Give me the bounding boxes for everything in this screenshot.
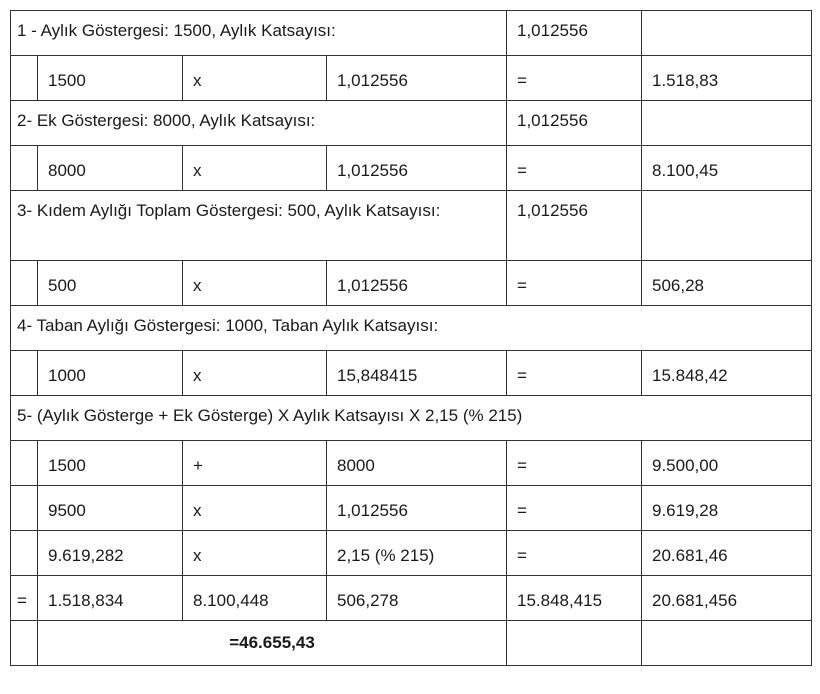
operand-a: 1500	[38, 56, 183, 101]
operator: x	[183, 56, 327, 101]
result-value: 8.100,45	[642, 146, 812, 191]
result-value: 20.681,46	[642, 531, 812, 576]
table-row	[11, 261, 812, 306]
indent-cell	[11, 621, 38, 666]
operand-a: 9500	[38, 486, 183, 531]
section-4-header-row	[11, 306, 812, 351]
result-value: 1.518,83	[642, 56, 812, 101]
result-value: 9.619,28	[642, 486, 812, 531]
operator: x	[183, 261, 327, 306]
table-row	[11, 486, 812, 531]
operand-a: 8000	[38, 146, 183, 191]
grand-total-empty-cell	[642, 621, 812, 666]
sum-value-1: 1.518,834	[38, 576, 183, 621]
result-value: 15.848,42	[642, 351, 812, 396]
indent-cell	[11, 56, 38, 101]
result-value: 9.500,00	[642, 441, 812, 486]
operator: +	[183, 441, 327, 486]
operator: x	[183, 531, 327, 576]
section-2-empty-cell	[642, 101, 812, 146]
section-5-header-row	[11, 396, 812, 441]
section-1-title: 1 - Aylık Göstergesi: 1500, Aylık Katsayısı:	[11, 11, 507, 56]
operand-b: 15,848415	[327, 351, 507, 396]
section-2-title: 2- Ek Göstergesi: 8000, Aylık Katsayısı:	[11, 101, 507, 146]
indent-cell	[11, 351, 38, 396]
sum-equals-sign: =	[11, 576, 38, 621]
equals-sign: =	[507, 486, 642, 531]
operand-a: 500	[38, 261, 183, 306]
operator: x	[183, 486, 327, 531]
section-1-header-row	[11, 11, 812, 56]
equals-sign: =	[507, 531, 642, 576]
sum-value-4: 15.848,415	[507, 576, 642, 621]
operand-b: 1,012556	[327, 486, 507, 531]
section-5-title: 5- (Aylık Gösterge + Ek Gösterge) X Aylık Katsayısı X 2,15 (% 215)	[11, 396, 812, 441]
sum-value-5: 20.681,456	[642, 576, 812, 621]
equals-sign: =	[507, 146, 642, 191]
equals-sign: =	[507, 441, 642, 486]
sum-value-2: 8.100,448	[183, 576, 327, 621]
section-2-coefficient: 1,012556	[507, 101, 642, 146]
operand-a: 9.619,282	[38, 531, 183, 576]
table-row	[11, 56, 812, 101]
operator: x	[183, 351, 327, 396]
sum-value-3: 506,278	[327, 576, 507, 621]
section-3-title-text: 3- Kıdem Aylığı Toplam Göstergesi: 500, Aylık Katsayısı:	[17, 201, 441, 220]
section-2-header-row	[11, 101, 812, 146]
result-value: 506,28	[642, 261, 812, 306]
operand-b: 2,15 (% 215)	[327, 531, 507, 576]
section-3-title	[11, 191, 507, 261]
grand-total-empty-cell	[507, 621, 642, 666]
section-3-coefficient: 1,012556	[507, 191, 642, 261]
indent-cell	[11, 146, 38, 191]
equals-sign: =	[507, 351, 642, 396]
grand-total-value: =46.655,43	[38, 621, 507, 666]
section-3-empty-cell	[642, 191, 812, 261]
operand-b: 1,012556	[327, 261, 507, 306]
sum-row	[11, 576, 812, 621]
indent-cell	[11, 531, 38, 576]
table-row	[11, 441, 812, 486]
equals-sign: =	[507, 261, 642, 306]
table-row	[11, 351, 812, 396]
operand-b: 8000	[327, 441, 507, 486]
section-3-header-row	[11, 191, 812, 261]
section-4-title: 4- Taban Aylığı Göstergesi: 1000, Taban Aylık Katsayısı:	[11, 306, 812, 351]
indent-cell	[11, 486, 38, 531]
equals-sign: =	[507, 56, 642, 101]
indent-cell	[11, 441, 38, 486]
operand-a: 1500	[38, 441, 183, 486]
table-row	[11, 531, 812, 576]
grand-total-row	[11, 621, 812, 666]
section-1-coefficient: 1,012556	[507, 11, 642, 56]
section-1-empty-cell	[642, 11, 812, 56]
operand-b: 1,012556	[327, 56, 507, 101]
operator: x	[183, 146, 327, 191]
table-row	[11, 146, 812, 191]
salary-calculation-table	[10, 10, 812, 666]
indent-cell	[11, 261, 38, 306]
operand-a: 1000	[38, 351, 183, 396]
operand-b: 1,012556	[327, 146, 507, 191]
